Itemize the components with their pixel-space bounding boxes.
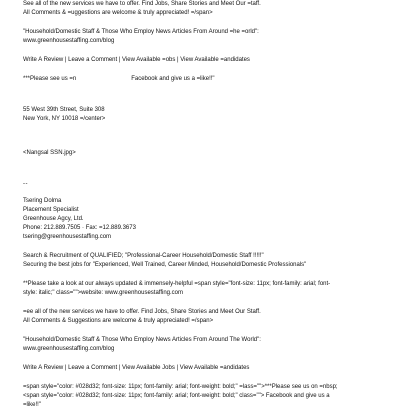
address-city: New York, NY 10018 =/center> <box>23 116 106 122</box>
text-line-website-note-2[interactable]: style: italic;" class="">website: www.greenhousestaffing.com <box>23 290 184 296</box>
text-line-services-repeat: =ee all of the new services we have to offer. Find Jobs, Share Stories and Meet Our Staff. <box>23 309 261 315</box>
address-street: 55 West 39th Street, Suite 308 <box>23 107 105 113</box>
text-line-comments-repeat: All Comments & Suggestions are welcome & truly appreciated! =/span> <box>23 318 214 324</box>
text-line-search-recruitment: Search & Recruitment of QUALIFIED; "Professional-Career Household/Domestic Staff !!!!!" <box>23 253 264 259</box>
email-document-body <box>23 0 395 410</box>
signature-company: Greenhouse Agcy, Ltd. <box>23 216 84 222</box>
text-line-facebook <box>23 75 395 84</box>
text-line-website-note-1: **Please take a look at our always updated & immensely-helpful =span style="font-size: 11px; font-family: arial; font- <box>23 281 331 287</box>
text-line-raw-html-1: =span style="color: #028d32; font-size: 11px; font-family: arial; font-weight: bold;" =lass="">***Please see us on =nbsp; <box>23 384 338 390</box>
text-line-services: See all of the new services we have to offer. Find Jobs, Share Stories and Meet Our =taff. <box>23 1 261 7</box>
blog-link[interactable]: www.greenhousestaffing.com/blog <box>23 38 115 44</box>
blog-link-repeat[interactable]: www.greenhousestaffing.com/blog <box>23 346 115 352</box>
text-line-news-articles: "Household/Domestic Staff & Those Who Employ News Articles From Around =he =orld": <box>23 29 259 35</box>
facebook-prefix: ***Please see us =n <box>23 76 77 82</box>
signature-phone-fax: Phone: 212.889.7505 · Fax: =12.889.3673 <box>23 225 136 231</box>
signature-email-link[interactable]: tsering@greenhousestaffing.com <box>23 234 112 240</box>
signature-name: Tsering Dolma <box>23 198 62 204</box>
text-line-review-links-repeat[interactable]: Write A Review | Leave a Comment | View Available Jobs | View Available =andidates <box>23 365 250 371</box>
text-line-securing-jobs: Securing the best jobs for "Experienced, Well Trained, Career Minded, Household/Domestic Professionals" <box>23 262 307 268</box>
facebook-suffix[interactable]: Facebook and give us a =like!!" <box>131 76 215 82</box>
text-line-comments: All Comments & =uggestions are welcome & truly appreciated! =/span> <box>23 10 213 16</box>
text-line-news-articles-repeat: "Household/Domestic Staff & Those Who Employ News Articles From Around The World": <box>23 337 261 343</box>
text-line-raw-html-2: <span style="color: #028d32; font-size: 11px; font-family: arial; font-weight: bold;" class=""> Facebook and give us a <box>23 393 330 399</box>
image-attachment-placeholder: <Nangsal SSN.jpg> <box>23 150 76 156</box>
text-line-raw-html-3: =like!!" <box>23 402 41 408</box>
signature-title: Placement Specialist <box>23 207 79 213</box>
text-line-review-links[interactable]: Write A Review | Leave a Comment | View Available =obs | View Available =andidates <box>23 57 250 63</box>
signature-separator: -- <box>23 181 28 187</box>
